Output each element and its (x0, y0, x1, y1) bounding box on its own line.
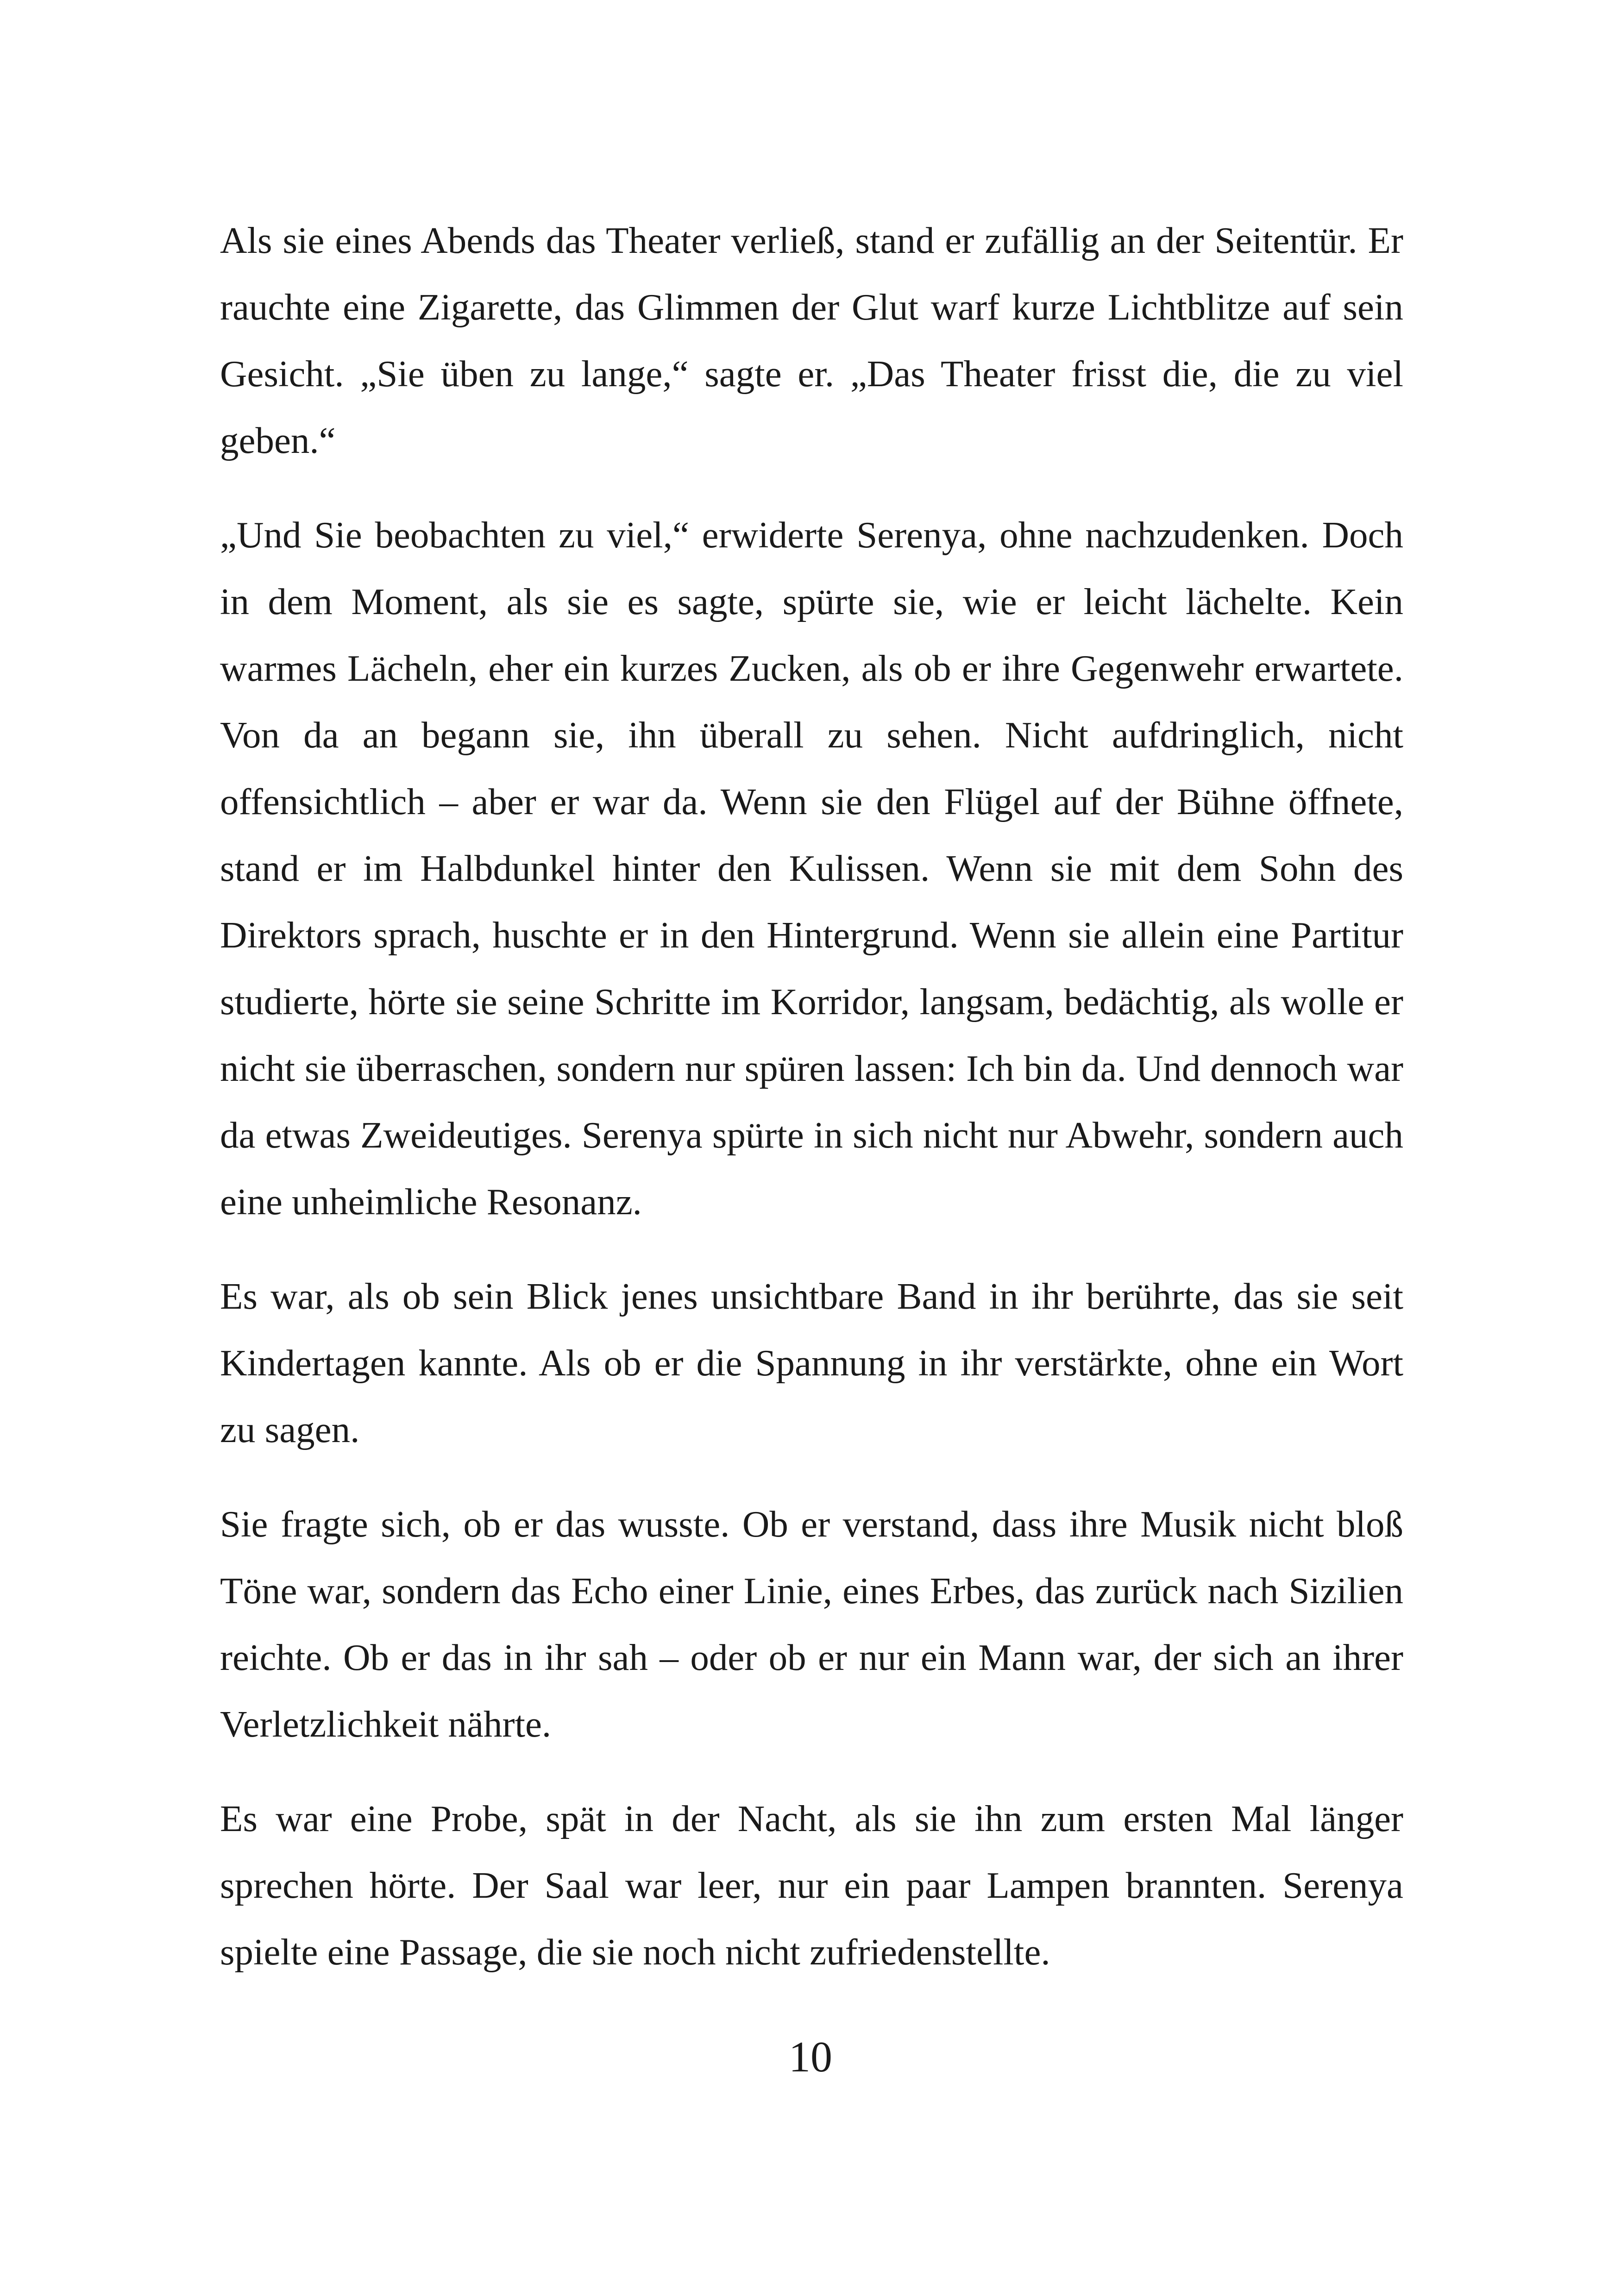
paragraph-5: Es war eine Probe, spät in der Nacht, als sie ihn zum ersten Mal länger sprechen hörte. Der Saal war leer, nur ein paar Lampen brannten. Serenya spielte eine Passage, die sie noch nicht zufriedenstellte. (220, 1798, 1403, 1973)
paragraph-2: „Und Sie beobachten zu viel,“ erwiderte Serenya, ohne nachzudenken. Doch in dem Moment, als sie es sagte, spürte sie, wie er leicht lächelte. Kein warmes Lächeln, eher ein kurzes Zucken, als ob er ihre Gegenwehr erwartete. Von da an begann sie, ihn überall zu sehen. Nicht aufdringlich, nicht offensichtlich – aber er war da. Wenn sie den Flügel auf der Bühne öffnete, stand er im Halbdunkel hinter den Kulissen. Wenn sie mit dem Sohn des Direktors sprach, huschte er in den Hintergrund. Wenn sie allein eine Partitur studierte, hörte sie seine Schritte im Korridor, langsam, bedächtig, als wolle er nicht sie überraschen, sondern nur spüren lassen: Ich bin da. Und dennoch war da etwas Zweideutiges. Serenya spürte in sich nicht nur Abwehr, sondern auch eine unheimliche Resonanz. (220, 514, 1403, 1223)
page-number: 10 (789, 2033, 832, 2081)
paragraph-1: Als sie eines Abends das Theater verließ, stand er zufällig an der Seitentür. Er rauchte eine Zigarette, das Glimmen der Glut warf kurze Lichtblitze auf sein Gesicht. „Sie üben zu lange,“ sagte er. „Das Theater frisst die, die zu viel geben.“ (220, 220, 1403, 461)
paragraph-4: Sie fragte sich, ob er das wusste. Ob er verstand, dass ihre Musik nicht bloß Töne war, sondern das Echo einer Linie, eines Erbes, das zurück nach Sizilien reichte. Ob er das in ihr sah – oder ob er nur ein Mann war, der sich an ihrer Verletzlichkeit nährte. (220, 1503, 1403, 1745)
body-text (220, 207, 1403, 1985)
paragraph-3: Es war, als ob sein Blick jenes unsichtbare Band in ihr berührte, das sie seit Kindertagen kannte. Als ob er die Spannung in ihr verstärkte, ohne ein Wort zu sagen. (220, 1275, 1403, 1450)
